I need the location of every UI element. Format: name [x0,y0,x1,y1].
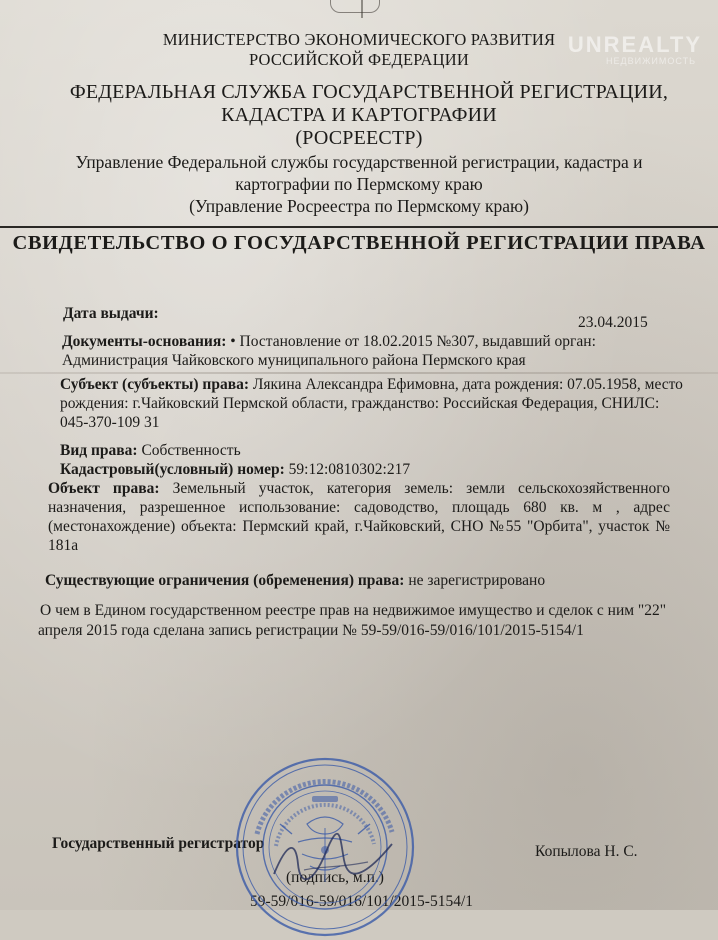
right-type: Вид права: Собственность [60,442,241,459]
paper-fold-line [361,0,363,18]
header-divider [0,226,718,228]
registrar-signature [268,830,398,890]
issue-date-value: 23.04.2015 [578,314,648,331]
paper-crease [0,372,718,374]
signature-hint: (подпись, м.п.) [286,869,384,886]
subject-line-2: рождения: г.Чайковский Пермской области, гражданство: Российская Федерация, СНИЛС: [60,395,660,412]
ministry-line-1: МИНИСТЕРСТВО ЭКОНОМИЧЕСКОГО РАЗВИТИЯ [162,30,556,49]
basis-line-2: Администрация Чайковского муниципального района Пермского края [62,352,526,369]
certificate-title: СВИДЕТЕЛЬСТВО О ГОСУДАРСТВЕННОЙ РЕГИСТРАЦИИ ПРАВА [12,232,706,254]
registrar-label: Государственный регистратор [52,835,265,852]
subject-line-3: 045-370-109 31 [60,414,160,431]
basis-line-1: Документы-основания: • Постановление от 18.02.2015 №307, выдавший орган: [62,333,596,350]
service-line-3: (РОСРЕЕСТР) [295,127,423,149]
watermark-tagline: НЕДВИЖИМОСТЬ [606,56,696,66]
restrictions: Существующие ограничения (обременения) права: не зарегистрировано [45,572,546,589]
office-line-2: картографии по Пермскому краю [235,174,483,194]
object-line-4: 181а [48,537,79,554]
watermark-logo: UNREALTY [567,32,702,57]
registrar-name: Копылова Н. С. [535,843,638,860]
record-line-2: апреля 2015 года сделана запись регистрации № 59-59/016-59/016/101/2015-5154/1 [38,622,584,639]
ministry-line-2: РОССИЙСКОЙ ФЕДЕРАЦИИ [248,50,470,69]
service-line-1: ФЕДЕРАЛЬНАЯ СЛУЖБА ГОСУДАРСТВЕННОЙ РЕГИСТРАЦИИ, [69,81,669,103]
office-line-3: (Управление Росреестра по Пермскому краю) [189,196,529,216]
subject-line-1: Субъект (субъекты) права: Лякина Александра Ефимовна, дата рождения: 07.05.1958, место [60,376,683,393]
object-line-3: (местонахождение) объекта: Пермский край, г.Чайковский, СНО №55 "Орбита", участок № [48,518,670,535]
office-line-1: Управление Федеральной службы государственной регистрации, кадастра и [75,152,643,172]
record-number-bottom: 59-59/016-59/016/101/2015-5154/1 [250,893,474,910]
object-line-2: назначения, разрешенное использование: садоводство, площадь 680 кв. м , адрес [48,499,670,516]
object-line-1: Объект права: Земельный участок, категория земель: земли сельскохозяйственного [48,480,671,497]
cadastral-number: Кадастровый(условный) номер: 59:12:0810302:217 [60,461,411,478]
issue-date-label: Дата выдачи: [63,305,159,322]
paper-fold-mark [330,0,380,13]
record-line-1: О чем в Едином государственном реестре прав на недвижимое имущество и сделок с ним "22" [40,602,667,619]
service-line-2: КАДАСТРА И КАРТОГРАФИИ [221,104,497,126]
